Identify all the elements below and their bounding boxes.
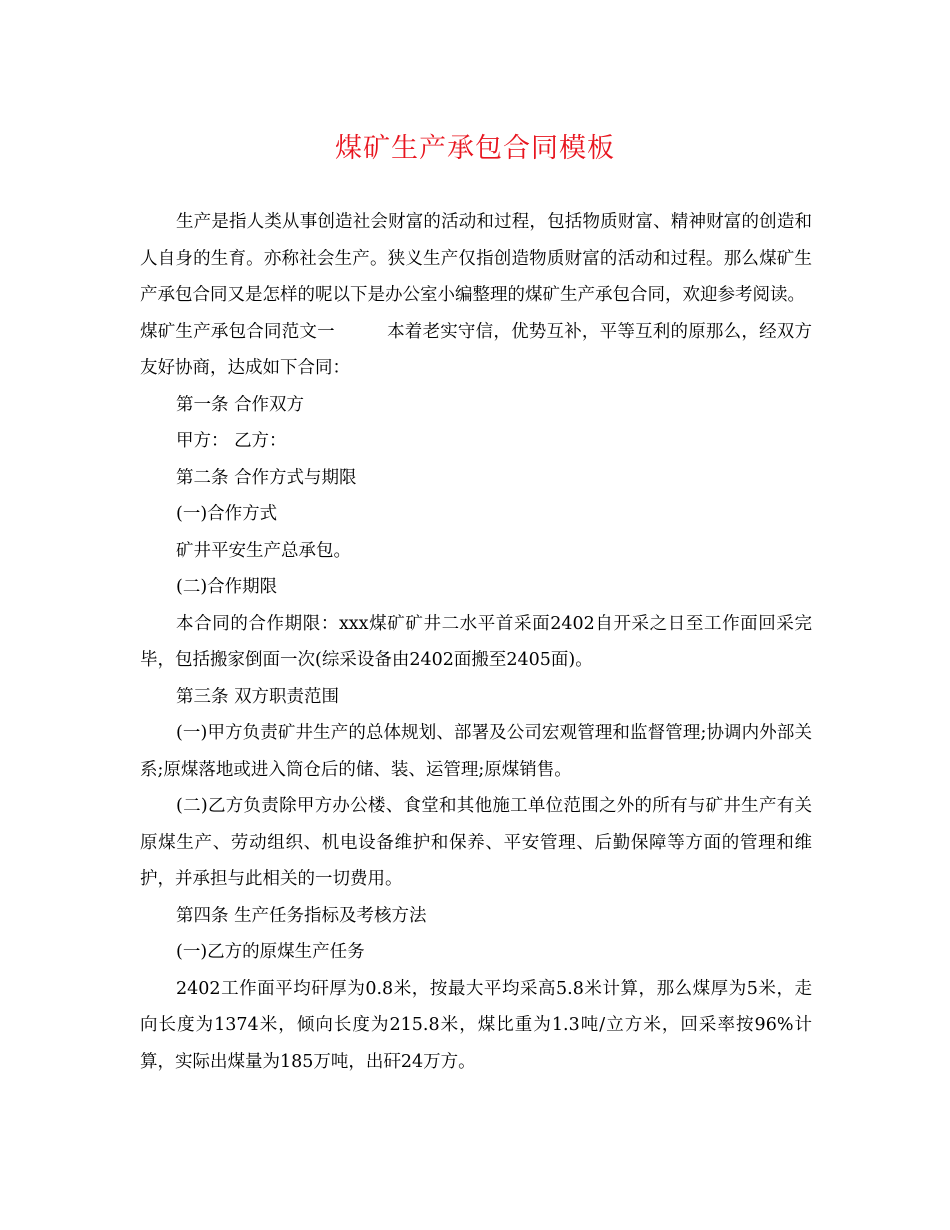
article-4-sub1-text: 2402工作面平均矸厚为0.8米，按最大平均采高5.8米计算，那么煤厚为5米，走向长度为1374米，倾向长度为215.8米，煤比重为1.3吨/立方米，回采率按96%计算，实际出煤量为185万吨，出矸24万方。 <box>140 978 812 1072</box>
article-2-sub2-title: (二)合作期限 <box>176 577 278 597</box>
article-4-sub1-title: (一)乙方的原煤生产任务 <box>176 942 365 962</box>
article-3-title: 第三条 双方职责范围 <box>176 686 340 707</box>
article-2-sub1-text: 矿井平安生产总承包。 <box>176 540 351 561</box>
article-2-sub2-text: 本合同的合作期限：xxx煤矿矿井二水平首采面2402自开采之日至工作面回采完毕，包括搬家倒面一次(综采设备由2402面搬至2405面)。 <box>140 613 812 670</box>
sample-paragraph <box>140 314 812 387</box>
article-2-title: 第二条 合作方式与期限 <box>176 467 357 488</box>
article-3-item1: (一)甲方负责矿井生产的总体规划、部署及公司宏观管理和监督管理;协调内外部关系;原煤落地或进入筒仓后的储、装、运管理;原煤销售。 <box>140 723 812 780</box>
sample-heading: 煤矿生产承包合同范文一 <box>140 321 335 342</box>
article-2-sub1-title: (一)合作方式 <box>176 504 278 524</box>
document-title: 煤矿生产承包合同模板 <box>335 133 615 164</box>
intro-paragraph: 生产是指人类从事创造社会财富的活动和过程，包括物质财富、精神财富的创造和人自身的生育。亦称社会生产。狭义生产仅指创造物质财富的活动和过程。那么煤矿生产承包合同又是怎样的呢以下是办公室小编整理的煤矿生产承包合同，欢迎参考阅读。 <box>140 212 812 305</box>
sample-lead: 本着老实守信，优势互补，平等互利的原那么，经双方友好协商，达成如下合同： <box>140 321 813 378</box>
document-body <box>140 204 812 1080</box>
article-4-title: 第四条 生产任务指标及考核方法 <box>176 905 427 926</box>
article-1-title: 第一条 合作双方 <box>176 394 305 415</box>
article-3-item2: (二)乙方负责除甲方办公楼、食堂和其他施工单位范围之外的所有与矿井生产有关原煤生产、劳动组织、机电设备维护和保养、平安管理、后勤保障等方面的管理和维护，并承担与此相关的一切费用。 <box>140 796 812 889</box>
parties-line: 甲方： 乙方： <box>176 431 287 451</box>
